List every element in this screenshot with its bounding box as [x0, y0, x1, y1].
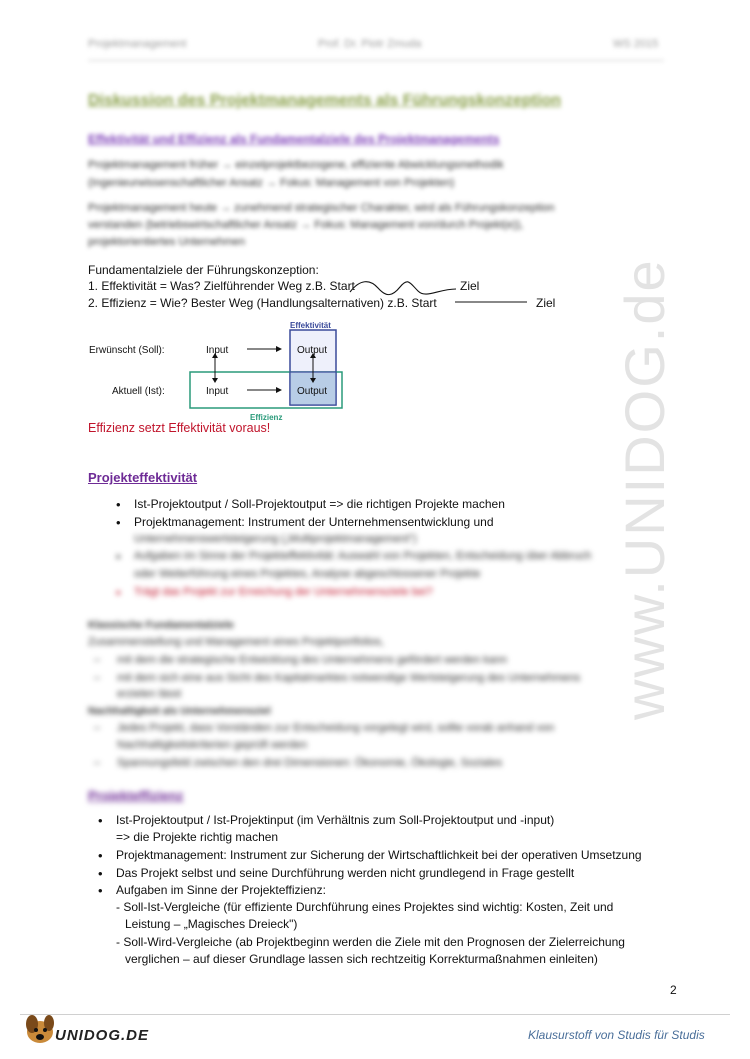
header-right: WS 2015: [613, 38, 659, 50]
sub-point-2: - Soll-Wird-Vergleiche (ab Projektbeginn werden die Ziele mit den Prognosen der Zielerreichung: [116, 935, 625, 949]
section2-bullets-2: [90, 847, 710, 900]
sub-point-2-cont: verglichen – auf dieser Grundlage lassen sich rechtzeitig Korrekturmaßnahmen einleiten): [125, 952, 598, 966]
paragraph-line: verstanden (betriebswirtschaftlicher Ansatz → Fokus: Management von/durch Projekt(e)),: [88, 219, 524, 231]
section1-blurred-bullets: [108, 548, 668, 566]
fundamental-line-2: 2. Effizienz = Wie? Bester Weg (Handlungsalternativen) z.B. Start: [88, 296, 437, 310]
classic-dash: –: [94, 654, 101, 666]
header-left: Projektmanagement: [88, 38, 187, 50]
list-item: • Aufgaben im Sinne der Projekteffizienz:: [90, 882, 710, 900]
classic-title: Klassische Fundamentalziele: [88, 619, 234, 631]
list-item: • Das Projekt selbst und seine Durchführung werden nicht grundlegend in Frage gestellt: [90, 865, 710, 883]
list-item: • Projektmanagement: Instrument zur Sicherung der Wirtschaftlichkeit bei der operativen Umsetzung: [90, 847, 710, 865]
fundamental-goal-1: Ziel: [460, 279, 480, 293]
bullet-continuation: => die Projekte richtig machen: [116, 830, 279, 844]
bullet-continuation: oder Weiterführung eines Projektes, Analyse abgeschlossener Projekte: [134, 568, 481, 580]
watermark: www.UNIDOG.de: [613, 258, 676, 720]
list-item: • Trägt das Projekt zur Erreichung der Unternehmensziele bei?: [108, 584, 668, 602]
fundamental-heading: Fundamentalziele der Führungskonzeption:: [88, 263, 319, 277]
section-projekteffizienz-title: Projekteffizienz: [88, 788, 184, 803]
paragraph-line: (Ingenieurwissenschaftlicher Ansatz → Fokus: Management von Projekten): [88, 177, 455, 189]
page-number: 2: [670, 983, 677, 997]
footer-divider: [20, 1014, 730, 1015]
classic-point-1: mit dem die strategische Entwicklung des Unternehmens gefördert werden kann: [117, 654, 508, 666]
diagram-input-soll: Input: [206, 345, 229, 356]
classic-dash: –: [94, 672, 101, 684]
header-center: Prof. Dr. Piotr Zmuda: [318, 38, 422, 50]
bullet-continuation: Unternehmenswertsteigerung („Multiprojektmanagement"): [134, 533, 417, 545]
page-title: Diskussion des Projektmanagements als Führungskonzeption: [88, 92, 561, 109]
section1-red-bullet: [108, 584, 668, 602]
fundamental-goal-2: Ziel: [536, 296, 556, 310]
diagram-output-soll: Output: [297, 345, 328, 356]
classic-text: Zusammenstellung und Management eines Projektportfolios,: [88, 636, 384, 648]
diagram-label-effektivitaet: Effektivität: [290, 321, 331, 330]
section1-bullets: [108, 496, 668, 531]
sub-point-1: - Soll-Ist-Vergleiche (für effiziente Durchführung eines Projektes sind wichtig: Kosten, Zeit und: [116, 900, 614, 914]
section2-bullets: [90, 812, 690, 830]
list-item: • Ist-Projektoutput / Soll-Projektoutput => die richtigen Projekte machen: [108, 496, 668, 514]
diagram-label-effizienz: Effizienz: [250, 413, 283, 422]
diagram-input-ist: Input: [206, 386, 229, 397]
list-item: • Projektmanagement: Instrument der Unternehmensentwicklung und: [108, 514, 668, 532]
page-subtitle: Effektivität und Effizienz als Fundamentalziele des Projektmanagements: [88, 132, 500, 146]
sustain-point-2: Spannungsfeld zwischen den drei Dimensionen: Ökonomie, Ökologie, Soziales: [117, 757, 503, 769]
paragraph-line: Projektmanagement heute → zunehmend strategischer Charakter, wird als Führungskonzeption: [88, 202, 555, 214]
straight-path-icon: [455, 295, 530, 309]
note-red: Effizienz setzt Effektivität voraus!: [88, 421, 271, 435]
footer-slogan: Klausurstoff von Studis für Studis: [528, 1028, 705, 1042]
list-item: • Aufgaben im Sinne der Projekteffektivität: Auswahl von Projekten, Entscheidung über Abbruch: [108, 548, 668, 566]
diagram-row-soll: Erwünscht (Soll):: [89, 345, 165, 356]
sustain-point-1-cont: Nachhaltigkeitskriterien geprüft werden: [117, 739, 308, 751]
sub-point-1-cont: Leistung – „Magisches Dreieck"): [125, 917, 298, 931]
paragraph-line: projektorientiertes Unternehmen: [88, 236, 246, 248]
sustain-dash: –: [94, 722, 101, 734]
sustain-dash: –: [94, 757, 101, 769]
header-divider: [88, 60, 664, 61]
footer-logo: UNIDOG.DE: [55, 1027, 150, 1044]
diagram-output-ist: Output: [297, 386, 328, 397]
paragraph-line: Projektmanagement früher → einzelprojektbezogene, effiziente Abwicklungsmethodik: [88, 159, 504, 171]
diagram-row-ist: Aktuell (Ist):: [112, 386, 165, 397]
list-item: • Ist-Projektoutput / Ist-Projektinput (im Verhältnis zum Soll-Projektoutput und -input): [90, 812, 690, 830]
fundamental-line-1: 1. Effektivität = Was? Zielführender Weg z.B. Start: [88, 279, 355, 293]
sustain-title: Nachhaltigkeit als Unternehmensziel: [88, 705, 271, 717]
section-projekteffektivitaet-title: Projekteffektivität: [88, 470, 198, 485]
classic-point-2: mit dem sich eine aus Sicht des Kapitalmarktes notwendige Wertsteigerung des Unternehmens: [117, 672, 581, 684]
classic-point-2-cont: erzielen lässt: [117, 688, 182, 700]
sustain-point-1: Jedes Projekt, dass Vorständen zur Entscheidung vorgelegt wird, sollte vorab anhand von: [117, 722, 555, 734]
